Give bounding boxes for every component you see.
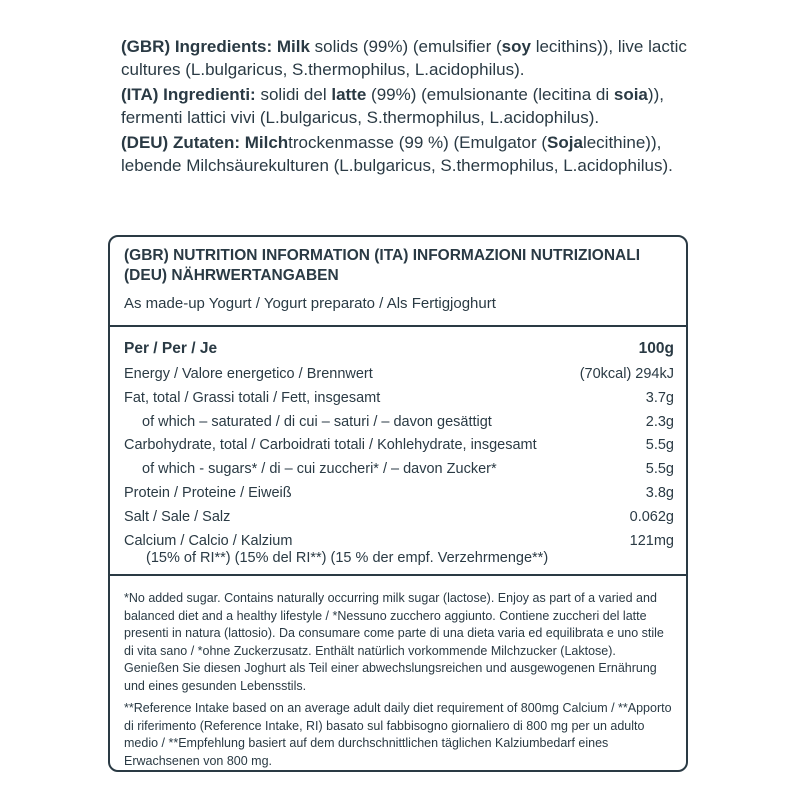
table-row [124, 434, 674, 458]
ingredients-ita-text-3: )), fermenti lattici vivi (L.bulgaricus, S.thermophilus, L.acidophilus). [121, 85, 664, 127]
row-label: Carbohydrate, total / Carboidrati totali / Kohlehydrate, insgesamt [124, 437, 537, 454]
table-row [124, 458, 674, 482]
row-value: 121mg [629, 532, 674, 549]
table-header-row [124, 337, 674, 363]
footnote-sugar: *No added sugar. Contains naturally occurring milk sugar (lactose). Enjoy as part of a varied and balanced diet and a healthy lifestyle / *Nessuno zucchero aggiunto. Contiene zuccheri del latte presenti in natura (lattosio). Da consumare come parte di una dieta varia ed equilibrata e uno stile di vita sano / *ohne Zuckerzusatz. Enthält natürlich vorkommende Milchzucker (Laktose). Genießen Sie diesen Joghurt als Teil einer abwechslungsreichen und ausgewogenen Ernährung und eines gesunden Lebensstils. [124, 591, 664, 693]
row-label: Protein / Proteine / Eiweiß [124, 484, 292, 501]
ingredients-gbr [121, 36, 721, 81]
ingredients-ita-text-1: solidi del [255, 85, 332, 104]
allergen-latte: latte [331, 85, 367, 104]
ingredients-deu-text-2: lecithine)), lebende Milchsäurekulturen (L.bulgaricus, S.thermophilus, L.acidophilus). [121, 133, 673, 175]
ingredients-gbr-text-1: solids (99%) (emulsifier ( [309, 37, 502, 56]
allergen-soy: soy [501, 37, 531, 56]
ingredients-ita-text-2: (99%) (emulsionante (lecitina di [366, 85, 614, 104]
row-value: 2.3g [645, 413, 674, 430]
ingredients-deu-text-1: trockenmasse (99 %) (Emulgator ( [288, 133, 548, 152]
allergen-milch: Milch [239, 133, 289, 152]
table-row [124, 363, 674, 387]
row-value: 5.5g [645, 461, 674, 478]
divider-footnotes [110, 574, 686, 576]
allergen-soia: soia [613, 85, 648, 104]
header-value: 100g [638, 340, 674, 357]
row-label: Salt / Sale / Salz [124, 508, 231, 525]
allergen-milk: Milk [276, 37, 310, 56]
ingredients-block [121, 36, 721, 180]
row-value: (70kcal) 294kJ [579, 366, 674, 382]
row-value: 3.8g [645, 484, 674, 501]
row-value: 0.062g [629, 508, 674, 525]
nutrition-panel [108, 235, 688, 772]
nutrition-table [124, 337, 674, 566]
ingredients-ita-label: (ITA) Ingredienti: [121, 85, 256, 104]
footnote-reference-intake: **Reference Intake based on an average adult daily diet requirement of 800mg Calcium / **Apporto di riferimento (Reference Intake, RI) basato sul fabbisogno giornaliero di 800 mg per un adulto medio / **Empfehlung basiert auf dem durchschnittlichen täglichen Kalziumbedarf eines Erwachsenen von 800 mg. [124, 701, 672, 768]
table-row [124, 387, 674, 411]
row-label: of which - sugars* / di – cui zuccheri* / – davon Zucker* [142, 461, 497, 478]
ingredients-deu [121, 132, 721, 177]
ingredients-deu-label: (DEU) Zutaten: [121, 133, 240, 152]
reference-intake-note: (15% of RI**) (15% del RI**) (15 % der empf. Verzehrmenge**) [146, 550, 549, 566]
row-label: Energy / Valore energetico / Brennwert [124, 366, 373, 382]
row-value: 3.7g [645, 389, 674, 406]
ingredients-gbr-label: (GBR) Ingredients: [121, 37, 273, 56]
table-row [124, 482, 674, 506]
row-label: of which – saturated / di cui – saturi / – davon gesättigt [142, 413, 492, 430]
table-row [124, 506, 674, 530]
ingredients-ita [121, 84, 721, 129]
nutrition-title: (GBR) NUTRITION INFORMATION (ITA) INFORMAZIONI NUTRIZIONALI (DEU) NÄHRWERTANGABEN [124, 247, 641, 284]
allergen-soja: Soja [547, 133, 583, 152]
ingredients-gbr-text-2: lecithins)), live lactic cultures (L.bulgaricus, S.thermophilus, L.acidophilus). [121, 37, 687, 79]
table-row [124, 411, 674, 435]
nutrition-subtitle: As made-up Yogurt / Yogurt preparato / Als Fertigjoghurt [124, 295, 496, 312]
row-value: 5.5g [645, 437, 674, 454]
row-label: Fat, total / Grassi totali / Fett, insgesamt [124, 389, 381, 406]
divider-top [110, 325, 686, 327]
header-label: Per / Per / Je [124, 340, 218, 357]
row-label: Calcium / Calcio / Kalzium [124, 532, 293, 549]
